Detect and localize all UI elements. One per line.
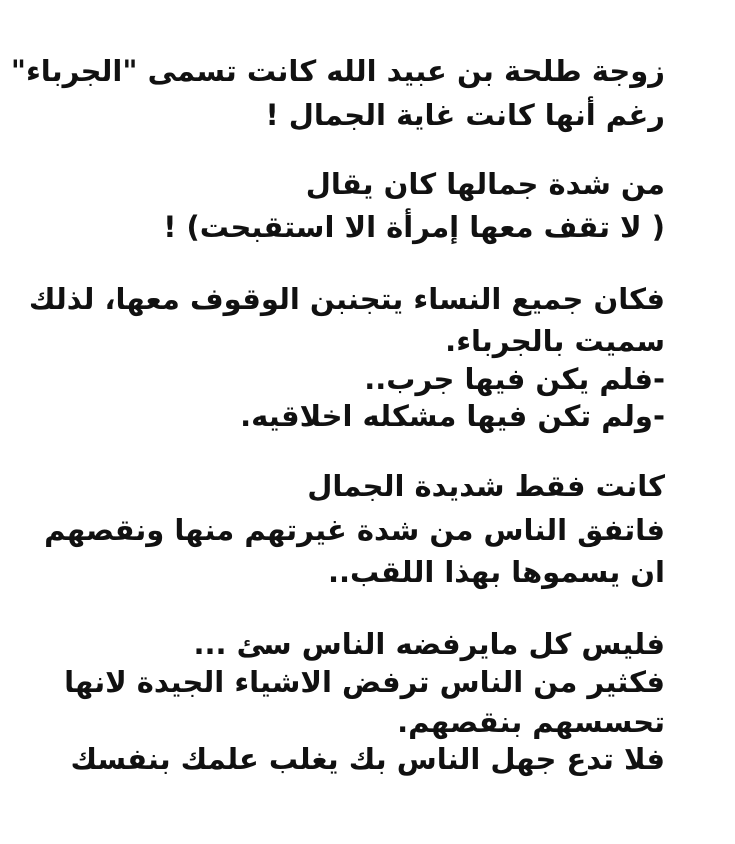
text-line: من شدة جمالها كان يقال — [305, 167, 665, 201]
text-line: زوجة طلحة بن عبيد الله كانت تسمى "الجرباء" — [10, 54, 665, 88]
text-line: فكان جميع النساء يتجنبن الوقوف معها، لذلك — [28, 282, 665, 316]
text-line: ان يسموها بهذا اللقب.. — [328, 555, 665, 589]
text-line: كانت فقط شديدة الجمال — [307, 469, 665, 503]
text-line: فلا تدع جهل الناس بك يغلب علمك بنفسك — [70, 742, 665, 776]
text-line: تحسسهم بنقصهم. — [397, 705, 665, 739]
text-line: رغم أنها كانت غاية الجمال ! — [265, 98, 665, 132]
text-line: فكثير من الناس ترفض الاشياء الجيدة لانها — [64, 665, 665, 699]
text-line: -ولم تكن فيها مشكله اخلاقيه. — [240, 399, 665, 433]
text-line: فاتفق الناس من شدة غيرتهم منها ونقصهم — [44, 513, 665, 547]
text-line: فليس كل مايرفضه الناس سئ ... — [193, 627, 665, 661]
text-line: سميت بالجرباء. — [445, 324, 665, 358]
text-line: ( لا تقف معها إمرأة الا استقبحت) ! — [163, 210, 665, 244]
text-line: -فلم يكن فيها جرب.. — [364, 362, 665, 396]
